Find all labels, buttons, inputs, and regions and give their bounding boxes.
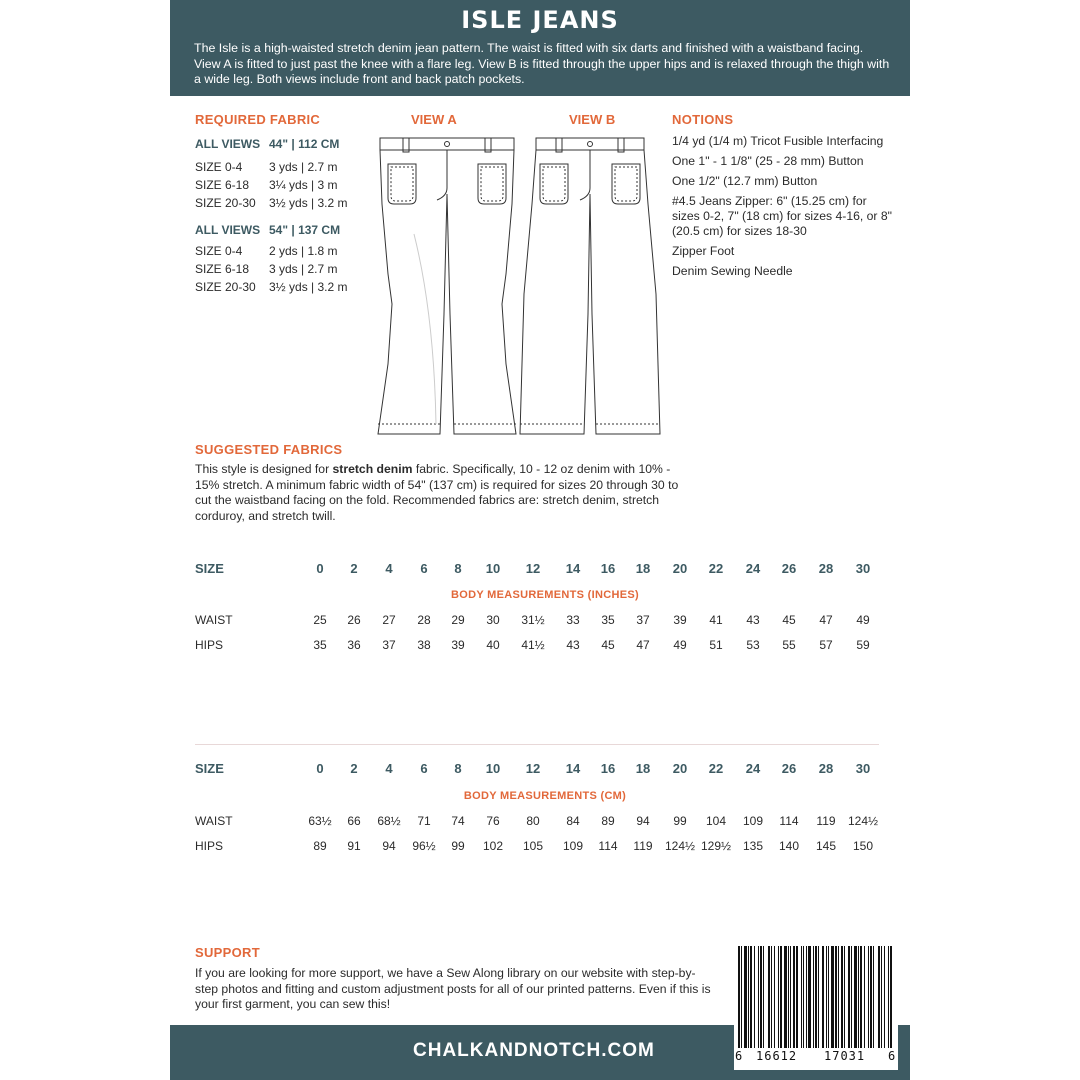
barcode-bar [778,946,779,1048]
waist-label: WAIST [195,814,233,828]
fabric-size: SIZE 20-30 [195,280,256,294]
notions-list [672,134,897,284]
waist-cell: 45 [782,613,796,627]
barcode-bar [780,946,782,1048]
suggested-text-bold: stretch denim [332,462,413,476]
barcode-bars [738,946,894,1048]
barcode-bar [744,946,747,1048]
required-fabric-title: REQUIRED FABRIC [195,112,321,127]
waist-cell: 119 [816,814,836,828]
notions-title: NOTIONS [672,112,734,127]
barcode-bar [881,946,882,1048]
view-b-label: VIEW B [569,112,616,127]
view-a-jeans-illustration [374,134,520,446]
size-cell: 20 [672,761,688,776]
barcode-bar [738,946,740,1048]
barcode-bar [870,946,872,1048]
waist-cell: 63½ [308,814,332,828]
waist-cell: 35 [601,613,615,627]
hips-label: HIPS [195,638,224,652]
hips-cell: 105 [522,839,544,853]
hips-cell: 35 [313,638,327,652]
notion-item: 1/4 yd (1/4 m) Tricot Fusible Interfacing [672,134,884,148]
hips-cell: 43 [566,638,580,652]
size-cell: 18 [635,561,651,576]
size-cell: 6 [420,561,428,576]
size-row [195,561,895,579]
barcode-bar [806,946,807,1048]
size-cell: 4 [385,561,393,576]
barcode-bar [803,946,804,1048]
size-cell: 24 [745,561,761,576]
fabric-size: SIZE 6-18 [195,262,250,276]
barcode-digit-last: 6 [888,1049,896,1063]
barcode-bar [851,946,852,1048]
hips-cell: 89 [313,839,327,853]
view-b-jeans-illustration [516,134,662,446]
fabric-amount: 3½ yds | 3.2 m [269,196,348,210]
barcode-bar [873,946,874,1048]
size-cell: 28 [818,561,834,576]
fabric-amount: 3 yds | 2.7 m [269,160,338,174]
barcode-digit-first: 6 [735,1049,743,1063]
barcode-bar [831,946,834,1048]
barcode-bar [763,946,764,1048]
barcode-bar [888,946,889,1048]
hips-cell: 114 [598,839,618,853]
size-cell: 10 [485,561,501,576]
fabric-group-header [195,220,348,240]
header-band [170,0,910,96]
fabric-size: SIZE 0-4 [195,160,243,174]
hips-cell: 145 [815,839,837,853]
waist-cell: 89 [601,814,615,828]
hips-cell: 45 [601,638,615,652]
barcode-bar [748,946,749,1048]
size-cell: 30 [855,761,871,776]
view-a-label: VIEW A [411,112,457,127]
barcode-bar [808,946,811,1048]
barcode-bar [784,946,787,1048]
waist-cell: 37 [636,613,650,627]
size-cell: 4 [385,761,393,776]
hips-cell: 57 [819,638,833,652]
hips-label: HIPS [195,839,224,853]
pattern-title: ISLE JEANS [461,6,619,34]
barcode-bar [878,946,880,1048]
barcode-bar [771,946,772,1048]
hips-cell: 140 [778,839,800,853]
hips-cell: 36 [347,638,361,652]
barcode-bar [844,946,845,1048]
fabric-group-header [195,134,348,154]
fabric-row [195,158,348,176]
hips-cell: 135 [742,839,764,853]
fabric-size: SIZE 20-30 [195,196,256,210]
waist-cell: 104 [705,814,727,828]
waist-row [195,814,895,832]
size-cell: 26 [781,761,797,776]
fabric-amount: 3¼ yds | 3 m [269,178,338,192]
notion-item: Denim Sewing Needle [672,264,793,278]
waist-cell: 41 [709,613,723,627]
waist-cell: 39 [673,613,687,627]
waist-cell: 27 [382,613,396,627]
unit-label-inches: BODY MEASUREMENTS (INCHES) [451,589,639,601]
fabric-amount: 3 yds | 2.7 m [269,262,338,276]
pattern-description: The Isle is a high-waisted stretch denim jean pattern. The waist is fitted with six darts and finished with a waistband facing. View A is fitted to just past the knee with a flare leg. View B is fitted through the upper hips and is relaxed through the thigh with a wide leg. Both views include front and back patch pockets. [194,41,890,86]
size-cell: 16 [600,761,616,776]
barcode-bar [774,946,775,1048]
barcode-bar [858,946,859,1048]
waist-cell: 31½ [521,613,545,627]
waist-cell: 30 [486,613,500,627]
barcode-bar [758,946,759,1048]
size-cell: 12 [525,761,541,776]
fabric-group-width: 54" | 137 CM [269,223,341,237]
barcode-bar [828,946,829,1048]
size-cell: 10 [485,761,501,776]
hips-cell: 94 [382,839,396,853]
hips-cell: 96½ [412,839,436,853]
waist-cell: 43 [746,613,760,627]
fabric-row [195,260,348,278]
waist-cell: 114 [779,814,799,828]
hips-cell: 150 [852,839,874,853]
waist-cell: 25 [313,613,327,627]
hips-cell: 129½ [700,839,732,853]
waist-cell: 84 [566,814,580,828]
barcode-bar [822,946,824,1048]
size-cell: 26 [781,561,797,576]
fabric-group-54 [195,220,348,296]
barcode-bar [854,946,857,1048]
notion-item: One 1/2" (12.7 mm) Button [672,174,818,188]
suggested-text-before: This style is designed for [195,462,333,476]
suggested-text-after: fabric. Specifically, 10 - 12 oz denim with 10% - 15% stretch. A minimum fabric width of 54" (137 cm) is required for sizes 20 through 30 to cut the waistband facing on the fold. Recommended fabrics are: stretch denim, stretch corduroy, and stretch twill. [195,462,679,523]
size-cell: 2 [350,561,358,576]
barcode-bar [815,946,817,1048]
fabric-row [195,242,348,260]
fabric-amount: 3½ yds | 3.2 m [269,280,348,294]
hips-row [195,839,895,857]
waist-cell: 76 [486,814,500,828]
barcode-bar [754,946,755,1048]
hips-cell: 119 [633,839,653,853]
barcode-bar [813,946,814,1048]
barcode-bar [741,946,742,1048]
support-title: SUPPORT [195,945,260,960]
size-cell: 6 [420,761,428,776]
waist-cell: 109 [742,814,764,828]
fabric-row [195,278,348,296]
hips-cell: 91 [347,839,361,853]
hips-cell: 53 [746,638,760,652]
barcode-digits-left: 16612 [756,1049,798,1063]
waist-cell: 80 [526,814,540,828]
waist-cell: 28 [417,613,431,627]
size-cell: 22 [708,561,724,576]
hips-cell: 41½ [521,638,545,652]
size-cell: 24 [745,761,761,776]
size-row [195,761,895,779]
size-label: SIZE [195,761,224,776]
fabric-row [195,176,348,194]
barcode-digits-right: 17031 [824,1049,866,1063]
hips-cell: 49 [673,638,687,652]
section-divider [195,744,879,745]
waist-cell: 74 [451,814,465,828]
size-cell: 14 [565,761,581,776]
barcode-bar [848,946,850,1048]
waist-cell: 94 [636,814,650,828]
barcode-bar [838,946,839,1048]
barcode-bar [826,946,827,1048]
size-cell: 12 [525,561,541,576]
notion-item: Zipper Foot [672,244,735,258]
size-cell: 16 [600,561,616,576]
hips-cell: 47 [636,638,650,652]
barcode-bar [788,946,789,1048]
notion-item: One 1" - 1 1/8" (25 - 28 mm) Button [672,154,864,168]
barcode [734,942,898,1070]
waist-cell: 68½ [377,814,401,828]
fabric-amount: 2 yds | 1.8 m [269,244,338,258]
size-cell: 8 [454,761,462,776]
waist-cell: 47 [819,613,833,627]
fabric-group-width: 44" | 112 CM [269,137,340,151]
waist-cell: 29 [451,613,465,627]
fabric-size: SIZE 0-4 [195,244,243,258]
barcode-bar [818,946,819,1048]
size-cell: 28 [818,761,834,776]
hips-cell: 51 [709,638,723,652]
size-cell: 30 [855,561,871,576]
waist-cell: 124½ [847,814,879,828]
hips-cell: 40 [486,638,500,652]
size-cell: 18 [635,761,651,776]
barcode-bar [841,946,843,1048]
waist-row [195,613,895,631]
website-link[interactable]: CHALKANDNOTCH.COM [413,1040,655,1061]
suggested-fabrics-title: SUGGESTED FABRICS [195,442,343,457]
barcode-bar [760,946,762,1048]
waist-cell: 49 [856,613,870,627]
barcode-bar [801,946,802,1048]
hips-row [195,638,895,656]
hips-cell: 38 [417,638,431,652]
size-label: SIZE [195,561,224,576]
support-text: If you are looking for more support, we have a Sew Along library on our website with step-by-step photos and fitting and custom adjustment posts for all of our printed patterns. Even if this is your first garment, you can sew this! [195,966,711,1011]
hips-cell: 124½ [664,839,696,853]
waist-label: WAIST [195,613,233,627]
size-cell: 2 [350,761,358,776]
hips-cell: 102 [482,839,504,853]
fabric-row [195,194,348,212]
barcode-bar [796,946,798,1048]
barcode-bar [884,946,885,1048]
barcode-bar [890,946,892,1048]
size-cell: 14 [565,561,581,576]
fabric-group-label: ALL VIEWS [195,137,261,151]
hips-cell: 55 [782,638,796,652]
size-cell: 0 [316,561,324,576]
waist-cell: 99 [673,814,687,828]
fabric-size: SIZE 6-18 [195,178,250,192]
barcode-bar [768,946,770,1048]
hips-cell: 109 [562,839,584,853]
hips-cell: 59 [856,638,870,652]
waist-cell: 33 [566,613,580,627]
waist-cell: 26 [347,613,361,627]
waist-cell: 71 [417,814,431,828]
hips-cell: 99 [451,839,465,853]
barcode-bar [868,946,869,1048]
size-cell: 0 [316,761,324,776]
size-cell: 8 [454,561,462,576]
barcode-bar [860,946,862,1048]
size-cell: 22 [708,761,724,776]
pattern-back-cover [170,0,910,1080]
barcode-bar [793,946,795,1048]
barcode-bar [750,946,752,1048]
barcode-bar [790,946,791,1048]
suggested-fabrics-text [195,462,695,524]
fabric-group-44 [195,134,348,212]
barcode-bar [835,946,837,1048]
waist-cell: 66 [347,814,361,828]
hips-cell: 39 [451,638,465,652]
unit-label-cm: BODY MEASUREMENTS (CM) [463,790,627,802]
barcode-bar [864,946,865,1048]
fabric-group-label: ALL VIEWS [195,223,261,237]
size-cell: 20 [672,561,688,576]
notion-item: #4.5 Jeans Zipper: 6" (15.25 cm) for sizes 0-2, 7" (18 cm) for sizes 4-16, or 8" (20.5 cm) for sizes 18-30 [672,194,892,238]
hips-cell: 37 [382,638,396,652]
